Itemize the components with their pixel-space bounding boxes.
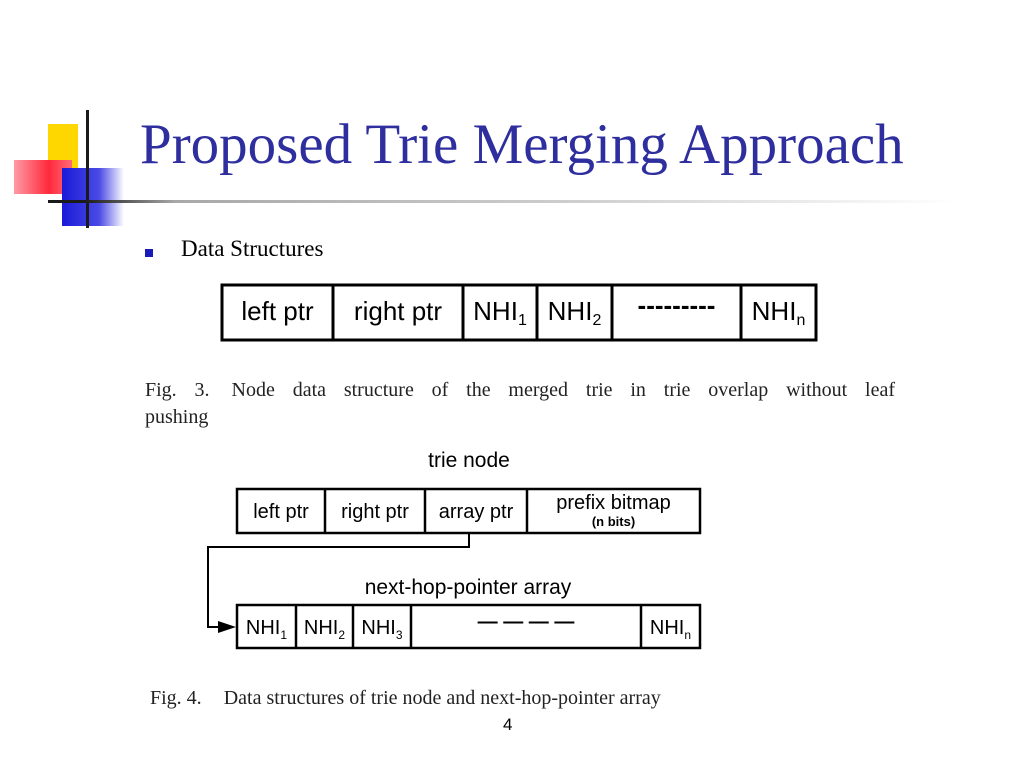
fig3-cell-label: NHI2 [547,296,602,329]
fig4node-cell-label: array ptr [438,501,514,523]
page-number: 4 [503,715,513,734]
fig3-cell-label: --------- [637,290,716,320]
fig4array-cell-label: $NHI_n$ [649,617,692,642]
fig3-caption-line1: Node data structure of the merged trie in trie overlap without leaf [231,379,896,401]
bullet-text: Data Structures [181,236,324,261]
fig4-array-label: next-hop-pointer array [364,576,572,599]
fig4-trie-node [237,489,700,533]
fig3-caption [145,377,895,431]
fig4array-cell-label: $NHI_2$ [303,617,346,642]
slide-title: Proposed Trie Merging Approach [140,113,904,176]
arrow-head-icon [218,621,236,633]
fig4node-cell-label: left ptr [253,501,309,523]
fig4-next-hop-array [237,605,700,648]
fig4array-cell-label: $NHI_1$ [245,617,288,642]
prefix-bitmap-label: prefix bitmap [556,492,671,514]
fig4-caption-label: Fig. 4. [150,687,202,709]
fig4-caption [150,685,661,712]
fig3-cell-label: left ptr [241,296,314,326]
fig3-caption-line2: pushing [145,406,209,428]
fig4-node-label: trie node [428,449,510,472]
fig3-cell-label: right ptr [353,296,443,326]
fig3-caption-label: Fig. 3. [145,379,210,401]
fig4node-cell-label: right ptr [341,501,409,523]
fig3-node-structure [222,285,816,340]
fig4array-cell-label: — — — — [477,611,575,633]
fig3-cell-label: NHI1 [473,296,527,329]
fig3-cell-label: NHIn [751,296,806,329]
fig4-caption-text: Data structures of trie node and next-hop-pointer array [223,687,661,709]
fig4array-cell-label: $NHI_3$ [361,617,403,642]
prefix-bitmap-size: (n bits) [591,514,636,529]
